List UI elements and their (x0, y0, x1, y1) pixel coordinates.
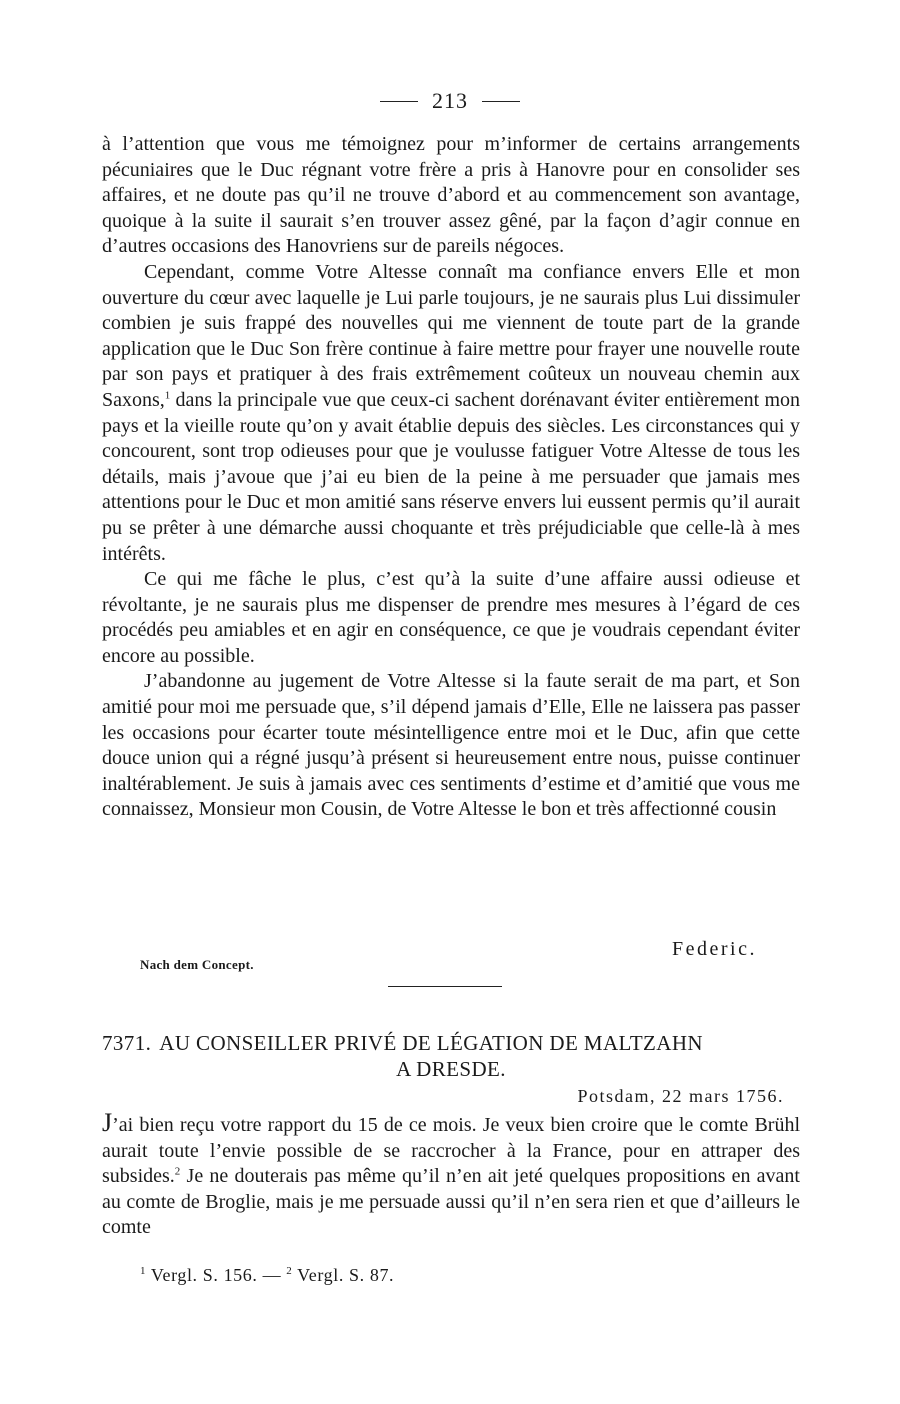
footnote-1-marker: 1 (140, 1265, 147, 1277)
letter-2-paragraph (102, 1110, 800, 1241)
footnote-1-text: Vergl. S. 156. — (150, 1265, 282, 1285)
signature: Federic. (672, 938, 757, 960)
source-note: Nach dem Concept. (140, 957, 254, 972)
footnote-2-marker: 2 (286, 1265, 293, 1277)
document-heading-line-2: A DRESDE. (396, 1057, 506, 1081)
letter-2-text-part-1: ’ai bien reçu votre rapport du 15 de ce mois. Je veux bien croire que le comte Brühl aurait toute l’envie possible de se raccrocher à la France, pour en attraper des subsides. (102, 1114, 800, 1188)
paragraph-3: Ce qui me fâche le plus, c’est qu’à la suite d’une affaire aussi odieuse et révoltante, je ne saurais plus me dispenser de prendre mes mesures à l’égard de ces procédés peu amiables et en agir en conséquence, ce que je voudrais cependant éviter encore au possible. (102, 568, 800, 667)
paragraph-2-text-cont: dans la principale vue que ceux-ci sachent dorénavant éviter entièrement mon pays et la vieille route qu’on y avait établie depuis des siècles. Les circonstances qui y concourent, sont trop odieuses pour que je voulusse fatiguer Votre Altesse de tous les détails, mais j’avoue que j’ai eu bien de la peine à me persuader que jamais mes attentions pour le Duc et mon amitié sans réserve envers lui eussent permis qu’il aurait pu se prêter à une démarche aussi choquante et très préjudiciable que celle-là à mes intérêts. (102, 388, 800, 565)
paragraph-2 (102, 260, 800, 567)
page-header (0, 88, 900, 114)
footnotes (140, 1265, 394, 1286)
drop-cap: J (102, 1108, 113, 1137)
paragraph-2-text: Cependant, comme Votre Altesse connaît ma confiance envers Elle et mon ouverture du cœur avec laquelle je Lui parle toujours, je ne saurais plus Lui dissimuler combien je suis frappé des nouvelles qui me viennent de toute part de la grande application que le Duc Son frère continue à faire mettre pour frayer une nouvelle route par son pays et pratiquer à des frais extrêmement coûteux un nouveau chemin aux Saxons, (102, 260, 800, 411)
document-heading (102, 1030, 800, 1082)
document-heading-line-1: AU CONSEILLER PRIVÉ DE LÉGATION DE MALTZAHN (159, 1031, 703, 1055)
footnote-ref-2: 2 (174, 1165, 181, 1178)
page-number: 213 (432, 88, 468, 113)
header-rule-right (482, 101, 520, 102)
letter-1-body (102, 132, 800, 823)
document-number: 7371. (102, 1031, 152, 1055)
footnote-2-text: Vergl. S. 87. (297, 1265, 395, 1285)
dateline: Potsdam, 22 mars 1756. (577, 1086, 784, 1106)
section-separator (388, 986, 502, 987)
letter-2-body (102, 1110, 800, 1241)
letter-2-text-part-2: Je ne douterais pas même qu’il n’en ait jeté quelques propositions en avant au comte de Broglie, mais je me persuade aussi qu’il n’en sera rien et que d’ailleurs le comte (102, 1165, 800, 1239)
paragraph-4: J’abandonne au jugement de Votre Altesse si la faute serait de ma part, et Son amitié pour moi me persuade que, s’il dépend jamais d’Elle, Elle ne laissera pas passer les occasions pour écarter toute mésintelligence entre moi et le Duc, afin que cette douce union qui a régné jusqu’à présent si heureusement entre nous, puisse continuer inaltérablement. Je suis à jamais avec ces sentiments d’estime et d’amitié que vous me connaissez, Monsieur mon Cousin, de Votre Altesse le bon et très affectionné cousin (102, 670, 800, 821)
paragraph-continued: à l’attention que vous me témoignez pour m’informer de certains arrangements pécuniaires que le Duc régnant votre frère a pris à Hanovre pour en consolider ses affaires, et ne doute pas qu’il ne trouve d’abord et au commencement son avantage, quoique à la suite il saurait s’en trouver assez gêné, par la façon d’agir connue en d’autres occasions des Hanovriens sur de pareils négoces. (102, 133, 800, 258)
footnote-ref-1: 1 (164, 389, 171, 402)
header-rule-left (380, 101, 418, 102)
